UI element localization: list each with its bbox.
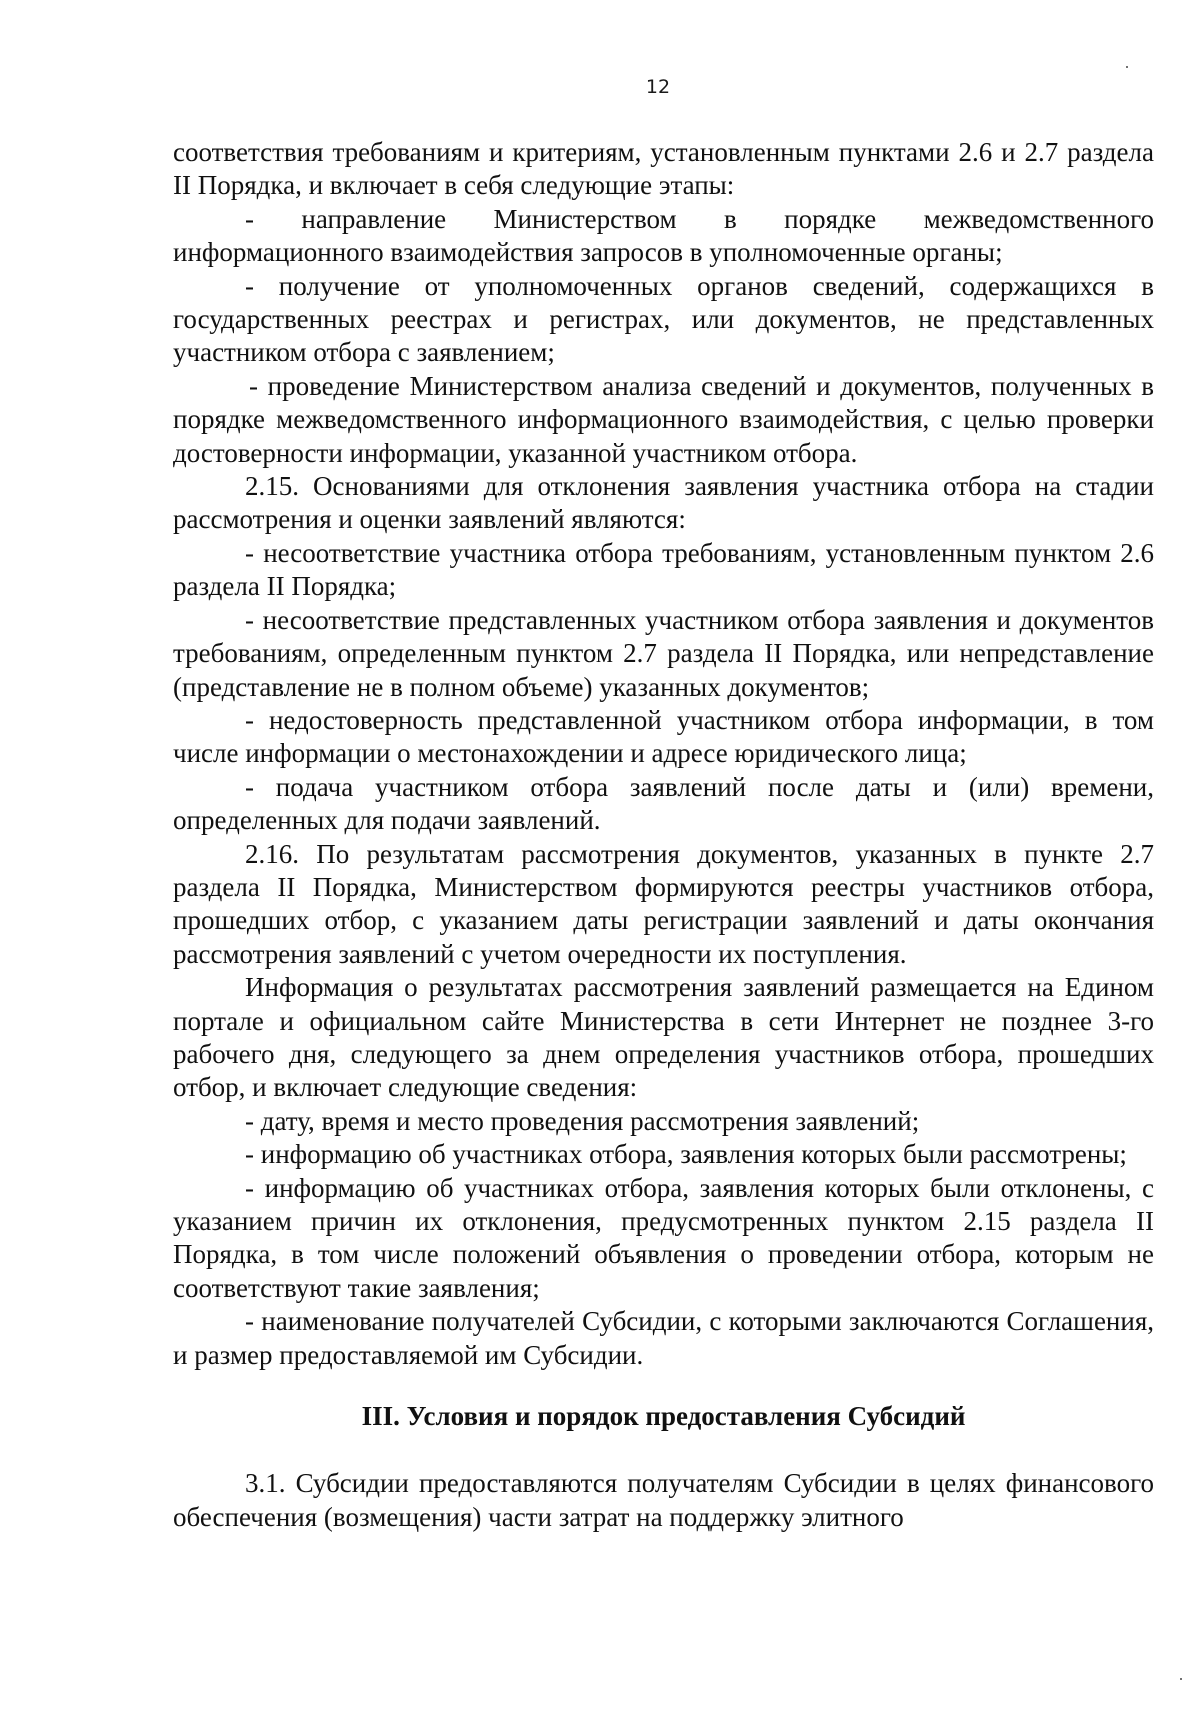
list-item: - недостоверность представленной участником отбора информации, в том числе информации о местонахождении и адресе юридического лица; [173, 704, 1154, 769]
list-item: - наименование получателей Субсидии, с которыми заключаются Соглашения, и размер предоставляемой им Субсидии. [173, 1306, 1154, 1370]
scan-speck [1180, 1678, 1182, 1680]
scan-speck [1126, 66, 1128, 68]
list-item: - получение от уполномоченных органов сведений, содержащихся в государственных реестрах и регистрах, или документов, не представленных участником отбора с заявлением; [173, 270, 1154, 368]
list-item: - несоответствие участника отбора требованиям, установленным пунктом 2.6 раздела II Порядка; [173, 537, 1154, 602]
clause-2-16: 2.16. По результатам рассмотрения документов, указанных в пункте 2.7 раздела II Порядка, Министерством формируются реестры участников отбора, прошедших отбор, с указанием даты регистрации заявлений и даты окончания рассмотрения заявлений с учетом очередности их поступления. [173, 838, 1154, 969]
list-item: - информацию об участниках отбора, заявления которых были отклонены, с указанием причин их отклонения, предусмотренных пунктом 2.15 раздела II Порядка, в том числе положений объявления о проведении отбора, которым не соответствуют такие заявления; [173, 1172, 1154, 1303]
list-item: - направление Министерством в порядке межведомственного информационного взаимодействия запросов в уполномоченные органы; [173, 203, 1154, 268]
paragraph: соответствия требованиям и критериям, установленным пунктами 2.6 и 2.7 раздела II Порядка, и включает в себя следующие этапы: [173, 137, 1154, 201]
page-number: 12 [645, 76, 671, 98]
document-body [173, 136, 1154, 1534]
paragraph: Информация о результатах рассмотрения заявлений размещается на Едином портале и официальном сайте Министерства в сети Интернет не позднее 3-го рабочего дня, следующего за днем определения участников отбора, прошедших отбор, и включает следующие сведения: [173, 972, 1154, 1103]
list-item: - информацию об участниках отбора, заявления которых были рассмотрены; [245, 1139, 1127, 1170]
clause-2-15: 2.15. Основаниями для отклонения заявления участника отбора на стадии рассмотрения и оценки заявлений являются: [173, 471, 1154, 535]
section-heading: III. Условия и порядок предоставления Субсидий [361, 1401, 966, 1432]
list-item: - проведение Министерством анализа сведений и документов, полученных в порядке межведомственного информационного взаимодействия, с целью проверки достоверности информации, указанной участником отбора. [173, 370, 1154, 468]
list-item: - подача участником отбора заявлений после даты и (или) времени, определенных для подачи заявлений. [173, 771, 1154, 836]
clause-3-1: 3.1. Субсидии предоставляются получателям Субсидии в целях финансового обеспечения (возмещения) части затрат на поддержку элитного [173, 1468, 1154, 1532]
list-item: - дату, время и место проведения рассмотрения заявлений; [245, 1105, 920, 1136]
list-item: - несоответствие представленных участником отбора заявления и документов требованиям, определенным пунктом 2.7 раздела II Порядка, или непредставление (представление не в полном объеме) указанных документов; [173, 604, 1154, 702]
